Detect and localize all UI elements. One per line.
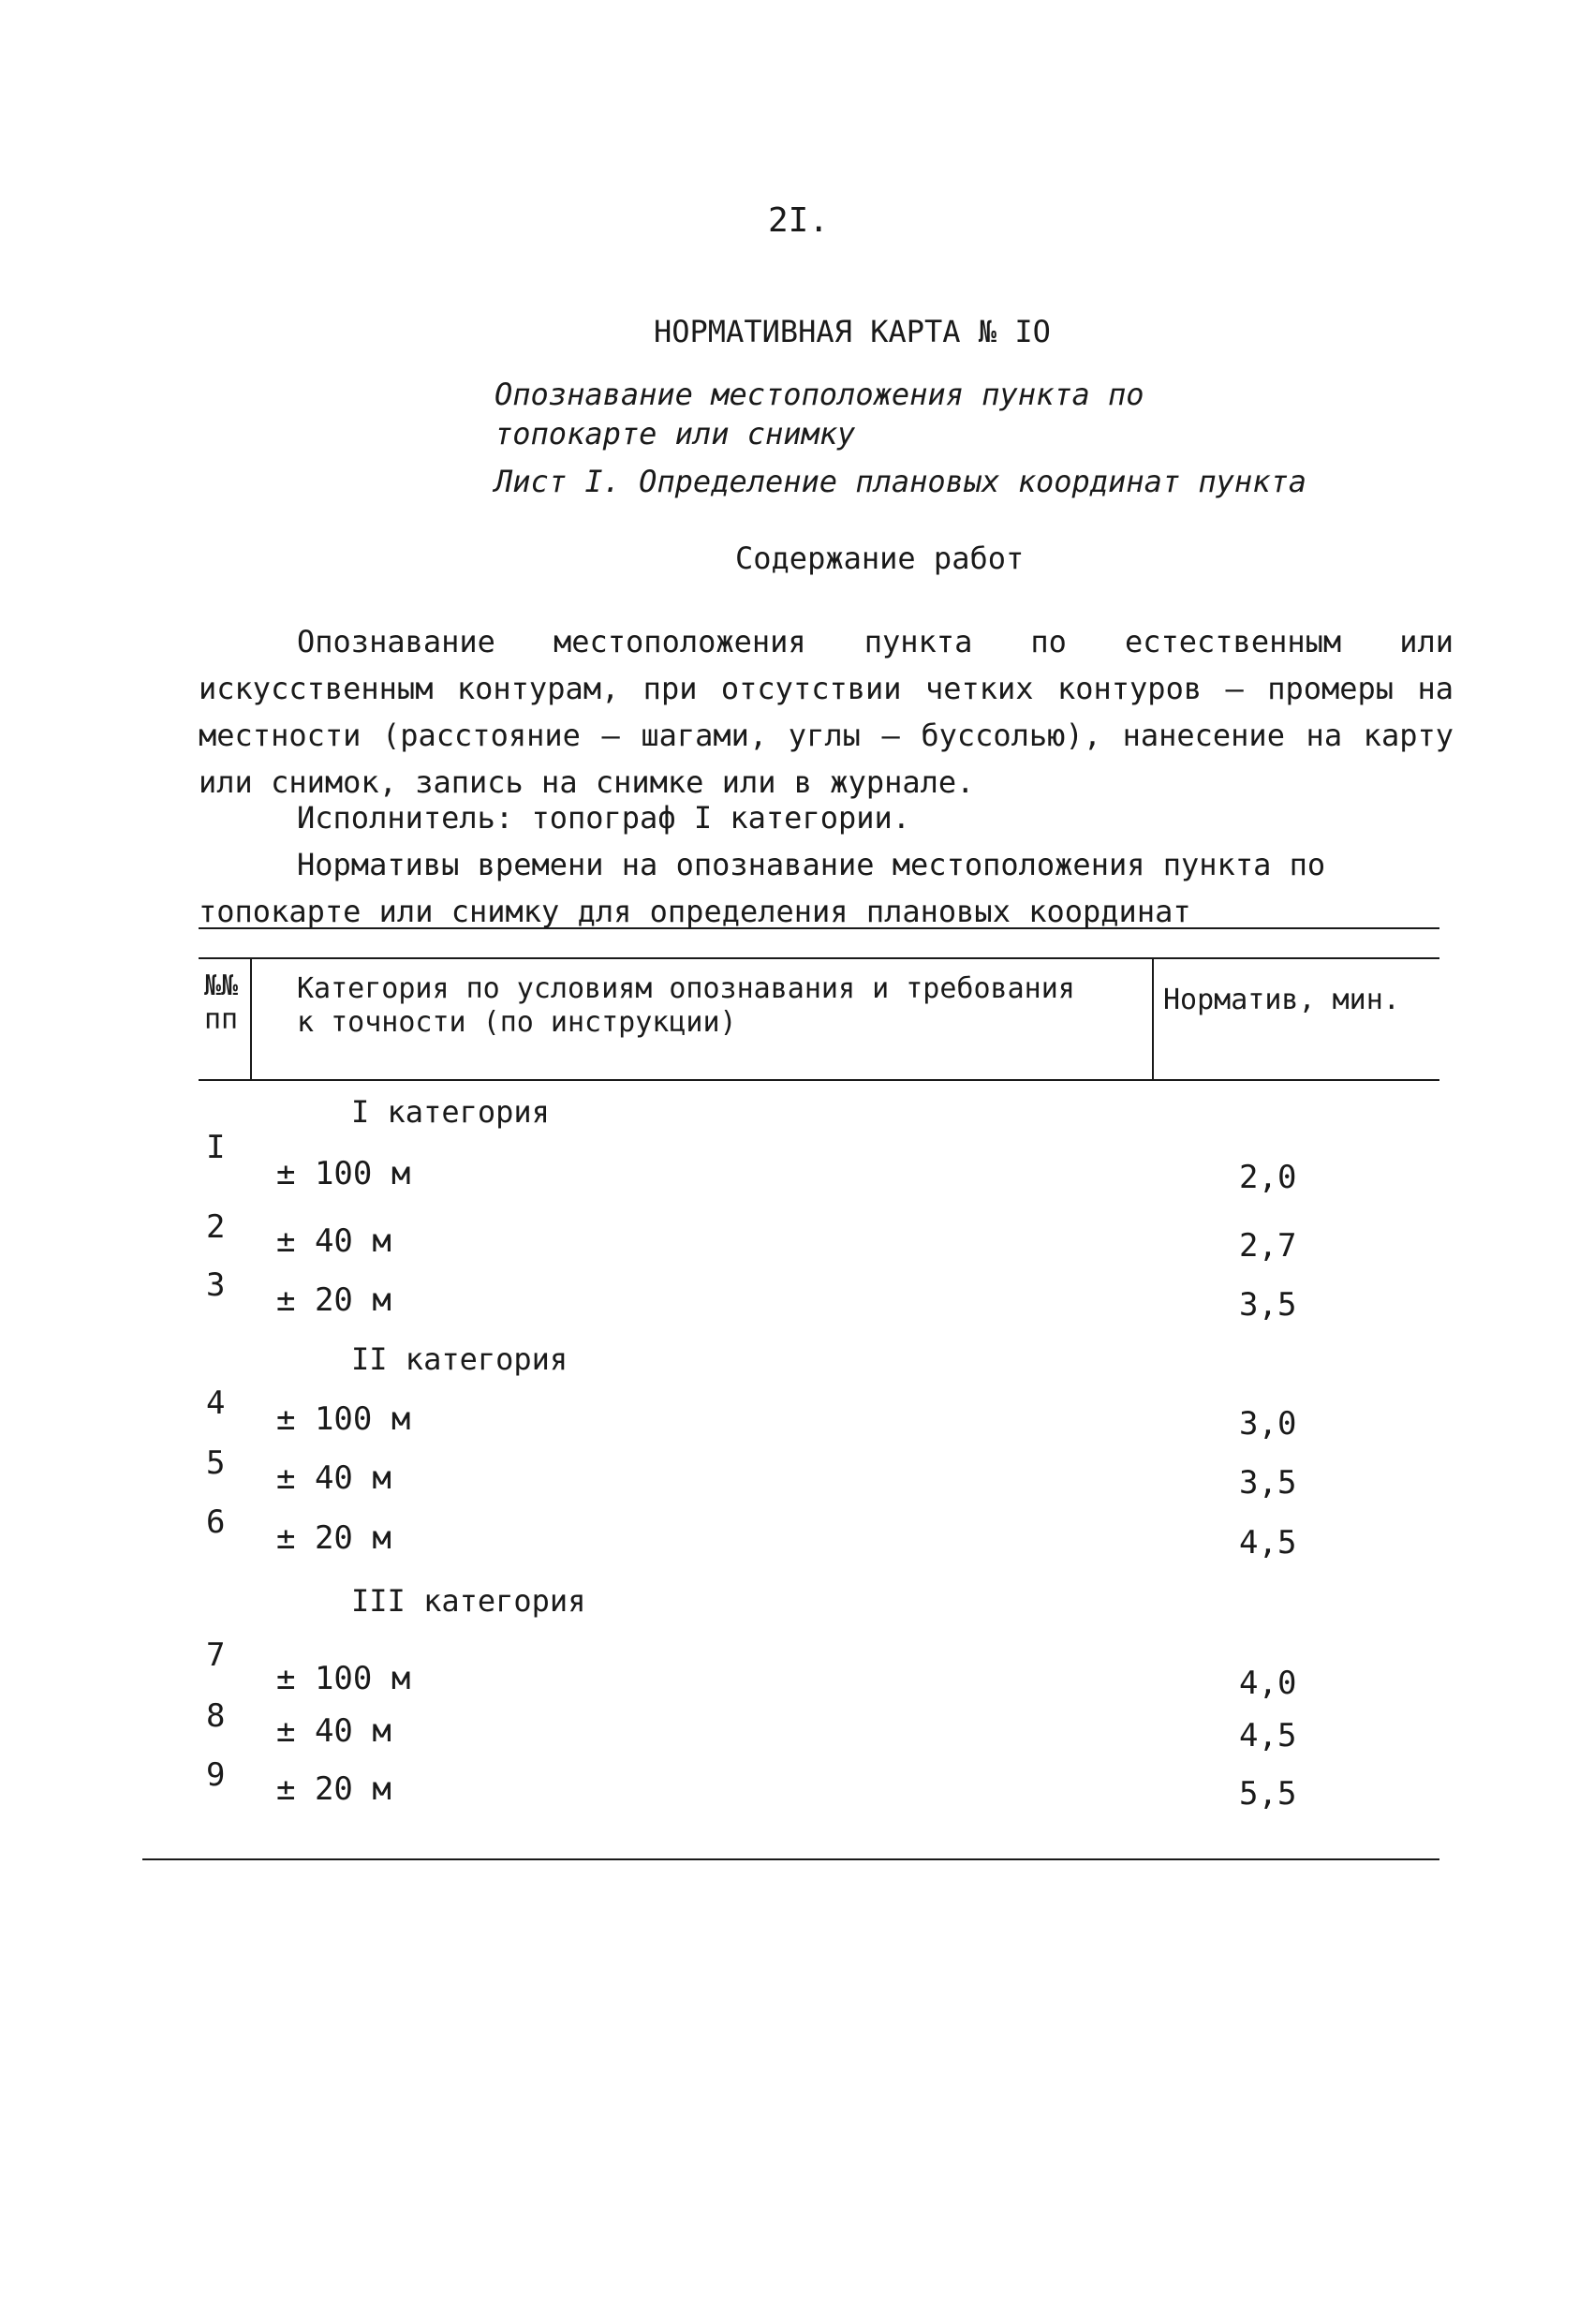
- row-num: 5: [206, 1444, 226, 1482]
- executor-line: Исполнитель: топограф I категории.: [297, 800, 911, 836]
- row-num: 4: [206, 1384, 226, 1422]
- row-norm: 2,0: [1239, 1159, 1297, 1196]
- caption-underline: [199, 927, 1439, 929]
- row-accuracy: ± 40 м: [276, 1222, 391, 1260]
- norms-caption: Нормативы времени на опознавание местоположения пункта по топокарте или снимку для определения плановых координат: [199, 847, 1326, 929]
- row-norm: 2,7: [1239, 1227, 1297, 1265]
- row-accuracy: ± 100 м: [276, 1400, 411, 1438]
- header-num: [204, 970, 238, 1037]
- row-num: 7: [206, 1636, 226, 1674]
- row-norm: 5,5: [1239, 1775, 1297, 1813]
- table-bottom-rule: [142, 1858, 1439, 1860]
- group-title: I категория: [351, 1094, 550, 1130]
- work-description: Опознавание местоположения пункта по естественным или искусственным контурам, при отсутствии четких контуров – промеры на местности (расстояние – шагами, углы – буссолью), нанесение на карту или снимок, запись на снимке или в журнале.: [199, 624, 1454, 800]
- row-accuracy: ± 100 м: [276, 1155, 411, 1192]
- table-divider-num: [250, 959, 252, 1079]
- header-category: [297, 972, 1075, 1040]
- header-num-line2: пп: [204, 1003, 239, 1036]
- header-norm: Норматив, мин.: [1163, 984, 1400, 1016]
- table-header-bottom-rule: [199, 1079, 1439, 1081]
- card-title: НОРМАТИВНАЯ КАРТА № IO: [654, 314, 1051, 349]
- group-title: III категория: [351, 1583, 586, 1619]
- row-num: I: [206, 1129, 226, 1166]
- sheet-title: Лист I. Определение плановых координат пункта: [494, 464, 1306, 499]
- row-num: 9: [206, 1756, 226, 1794]
- row-norm: 3,0: [1239, 1405, 1297, 1443]
- row-num: 8: [206, 1697, 226, 1735]
- row-accuracy: ± 40 м: [276, 1712, 391, 1750]
- row-num: 2: [206, 1208, 226, 1246]
- page-number: 2I.: [768, 201, 830, 240]
- row-norm: 4,0: [1239, 1665, 1297, 1702]
- row-accuracy: ± 100 м: [276, 1660, 411, 1697]
- header-num-line1: №№: [204, 970, 239, 1002]
- contents-heading: Содержание работ: [735, 540, 1025, 576]
- table-divider-norm: [1152, 959, 1154, 1079]
- row-norm: 4,5: [1239, 1717, 1297, 1754]
- row-num: 3: [206, 1266, 226, 1304]
- row-accuracy: ± 40 м: [276, 1459, 391, 1497]
- group-title: II категория: [351, 1341, 568, 1377]
- row-accuracy: ± 20 м: [276, 1281, 391, 1319]
- table-top-rule: [199, 957, 1439, 959]
- row-accuracy: ± 20 м: [276, 1519, 391, 1557]
- row-norm: 3,5: [1239, 1286, 1297, 1324]
- row-norm: 4,5: [1239, 1524, 1297, 1562]
- header-category-line1: Категория по условиям опознавания и требования: [297, 972, 1075, 1005]
- header-category-line2: к точности (по инструкции): [297, 1006, 737, 1039]
- row-norm: 3,5: [1239, 1464, 1297, 1502]
- row-accuracy: ± 20 м: [276, 1770, 391, 1808]
- card-subtitle: Опознавание местоположения пункта по топокарте или снимку: [494, 377, 1144, 451]
- row-num: 6: [206, 1503, 226, 1541]
